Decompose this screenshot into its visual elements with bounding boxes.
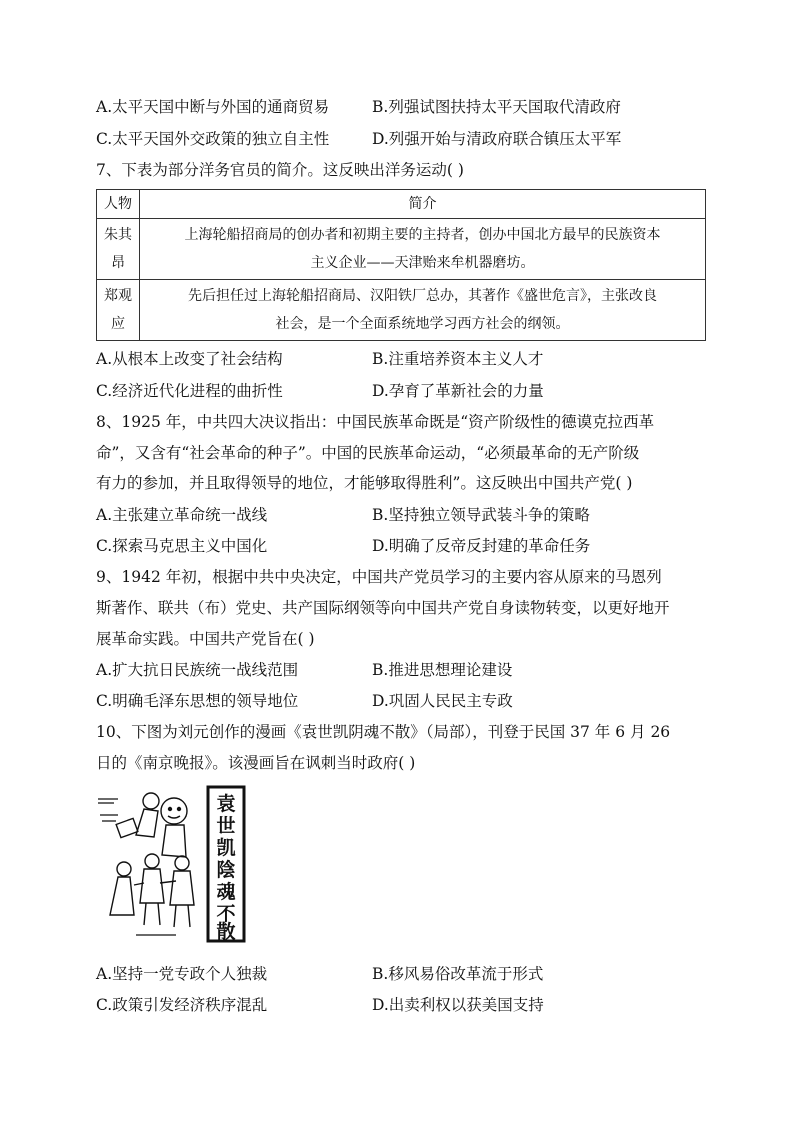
- q8-option-c[interactable]: C.探索马克思主义中国化: [96, 537, 268, 555]
- desc-line: 上海轮船招商局的创办者和初期主要的主持者，创办中国北方最早的民族资本: [184, 227, 661, 243]
- cartoon-title-char: 散: [216, 921, 236, 943]
- table-header-row: [97, 190, 706, 219]
- cartoon-title-char: 袁: [216, 793, 236, 815]
- cartoon-title-char: 陰: [216, 859, 236, 881]
- q9-stem-line-1: 9、1942 年初，根据中共中央决定，中国共产党员学习的主要内容从原来的马恩列: [96, 568, 662, 586]
- q10-option-c[interactable]: C.政策引发经济秩序混乱: [96, 996, 268, 1014]
- q6-option-b[interactable]: B.列强试图扶持太平天国取代清政府: [372, 98, 621, 116]
- q9-stem-line-3: 展革命实践。中国共产党旨在( ): [96, 630, 315, 648]
- table-row: [97, 280, 706, 341]
- q8-option-d[interactable]: D.明确了反帝反封建的革命任务: [372, 537, 591, 555]
- q10-stem-line-2: 日的《南京晚报》。该漫画旨在讽刺当时政府( ): [96, 754, 416, 772]
- q7-option-d[interactable]: D.孕育了革新社会的力量: [372, 382, 544, 400]
- q7-option-b[interactable]: B.注重培养资本主义人才: [372, 350, 544, 368]
- table-header-person: 人物: [97, 190, 140, 219]
- name-line: 昂: [111, 255, 125, 271]
- name-line: 应: [111, 316, 125, 332]
- q8-option-a[interactable]: A.主张建立革命统一战线: [96, 506, 268, 524]
- q8-stem-line-1: 8、1925 年，中共四大决议指出：中国民族革命既是“资产阶级性的德谟克拉西革: [96, 413, 655, 431]
- table-cell-name: [97, 280, 140, 341]
- q9-option-b[interactable]: B.推进思想理论建设: [372, 661, 513, 679]
- q7-option-a[interactable]: A.从根本上改变了社会结构: [96, 350, 283, 368]
- q6-option-a[interactable]: A.太平天国中断与外国的通商贸易: [96, 98, 330, 116]
- table-row: [97, 219, 706, 280]
- name-line: 朱其: [104, 227, 132, 243]
- q8-option-b[interactable]: B.坚持独立领导武装斗争的策略: [372, 506, 590, 524]
- table-cell-name: [97, 219, 140, 280]
- q6-option-d[interactable]: D.列强开始与清政府联合镇压太平军: [372, 130, 622, 148]
- q9-stem-line-2: 斯著作、联共（布）党史、共产国际纲领等向中国共产党自身读物转变，以更好地开: [96, 599, 670, 617]
- q10-option-b[interactable]: B.移风易俗改革流于形式: [372, 965, 544, 983]
- q7-stem: 7、下表为部分洋务官员的简介。这反映出洋务运动( ): [96, 161, 464, 179]
- q9-option-a[interactable]: A.扩大抗日民族统一战线范围: [96, 661, 299, 679]
- desc-line: 先后担任过上海轮船招商局、汉阳铁厂总办，其著作《盛世危言》，主张改良: [188, 288, 657, 304]
- q6-option-c[interactable]: C.太平天国外交政策的独立自主性: [96, 130, 330, 148]
- table-cell-desc: [140, 219, 706, 280]
- q7-table: [96, 189, 706, 341]
- cartoon-title-char: 不: [216, 903, 236, 925]
- q8-stem-line-2: 命”，又含有“社会革命的种子”。中国的民族革命运动，“必须最革命的无产阶级: [96, 444, 640, 462]
- desc-line: 社会，是一个全面系统地学习西方社会的纲领。: [275, 316, 570, 332]
- q10-option-d[interactable]: D.出卖利权以获美国支持: [372, 996, 544, 1014]
- cartoon-image: [96, 785, 246, 945]
- q9-option-c[interactable]: C.明确毛泽东思想的领导地位: [96, 692, 299, 710]
- cartoon-figures: [110, 793, 194, 927]
- q7-option-c[interactable]: C.经济近代化进程的曲折性: [96, 382, 283, 400]
- desc-line: 主义企业——天津贻来牟机器磨坊。: [310, 255, 535, 271]
- cartoon-title-char: 凯: [216, 837, 236, 859]
- table-header-intro: 简介: [140, 190, 706, 219]
- q9-option-d[interactable]: D.巩固人民民主专政: [372, 692, 513, 710]
- table-cell-desc: [140, 280, 706, 341]
- name-line: 郑观: [104, 288, 132, 304]
- q10-stem-line-1: 10、下图为刘元创作的漫画《袁世凯阴魂不散》（局部），刊登于民国 37 年 6 月 26: [96, 723, 671, 741]
- q8-stem-line-3: 有力的参加，并且取得领导的地位，才能够取得胜利”。这反映出中国共产党( ): [96, 474, 633, 492]
- cartoon-title-char: 世: [216, 815, 236, 837]
- cartoon-title-char: 魂: [216, 881, 236, 903]
- q10-option-a[interactable]: A.坚持一党专政个人独裁: [96, 965, 268, 983]
